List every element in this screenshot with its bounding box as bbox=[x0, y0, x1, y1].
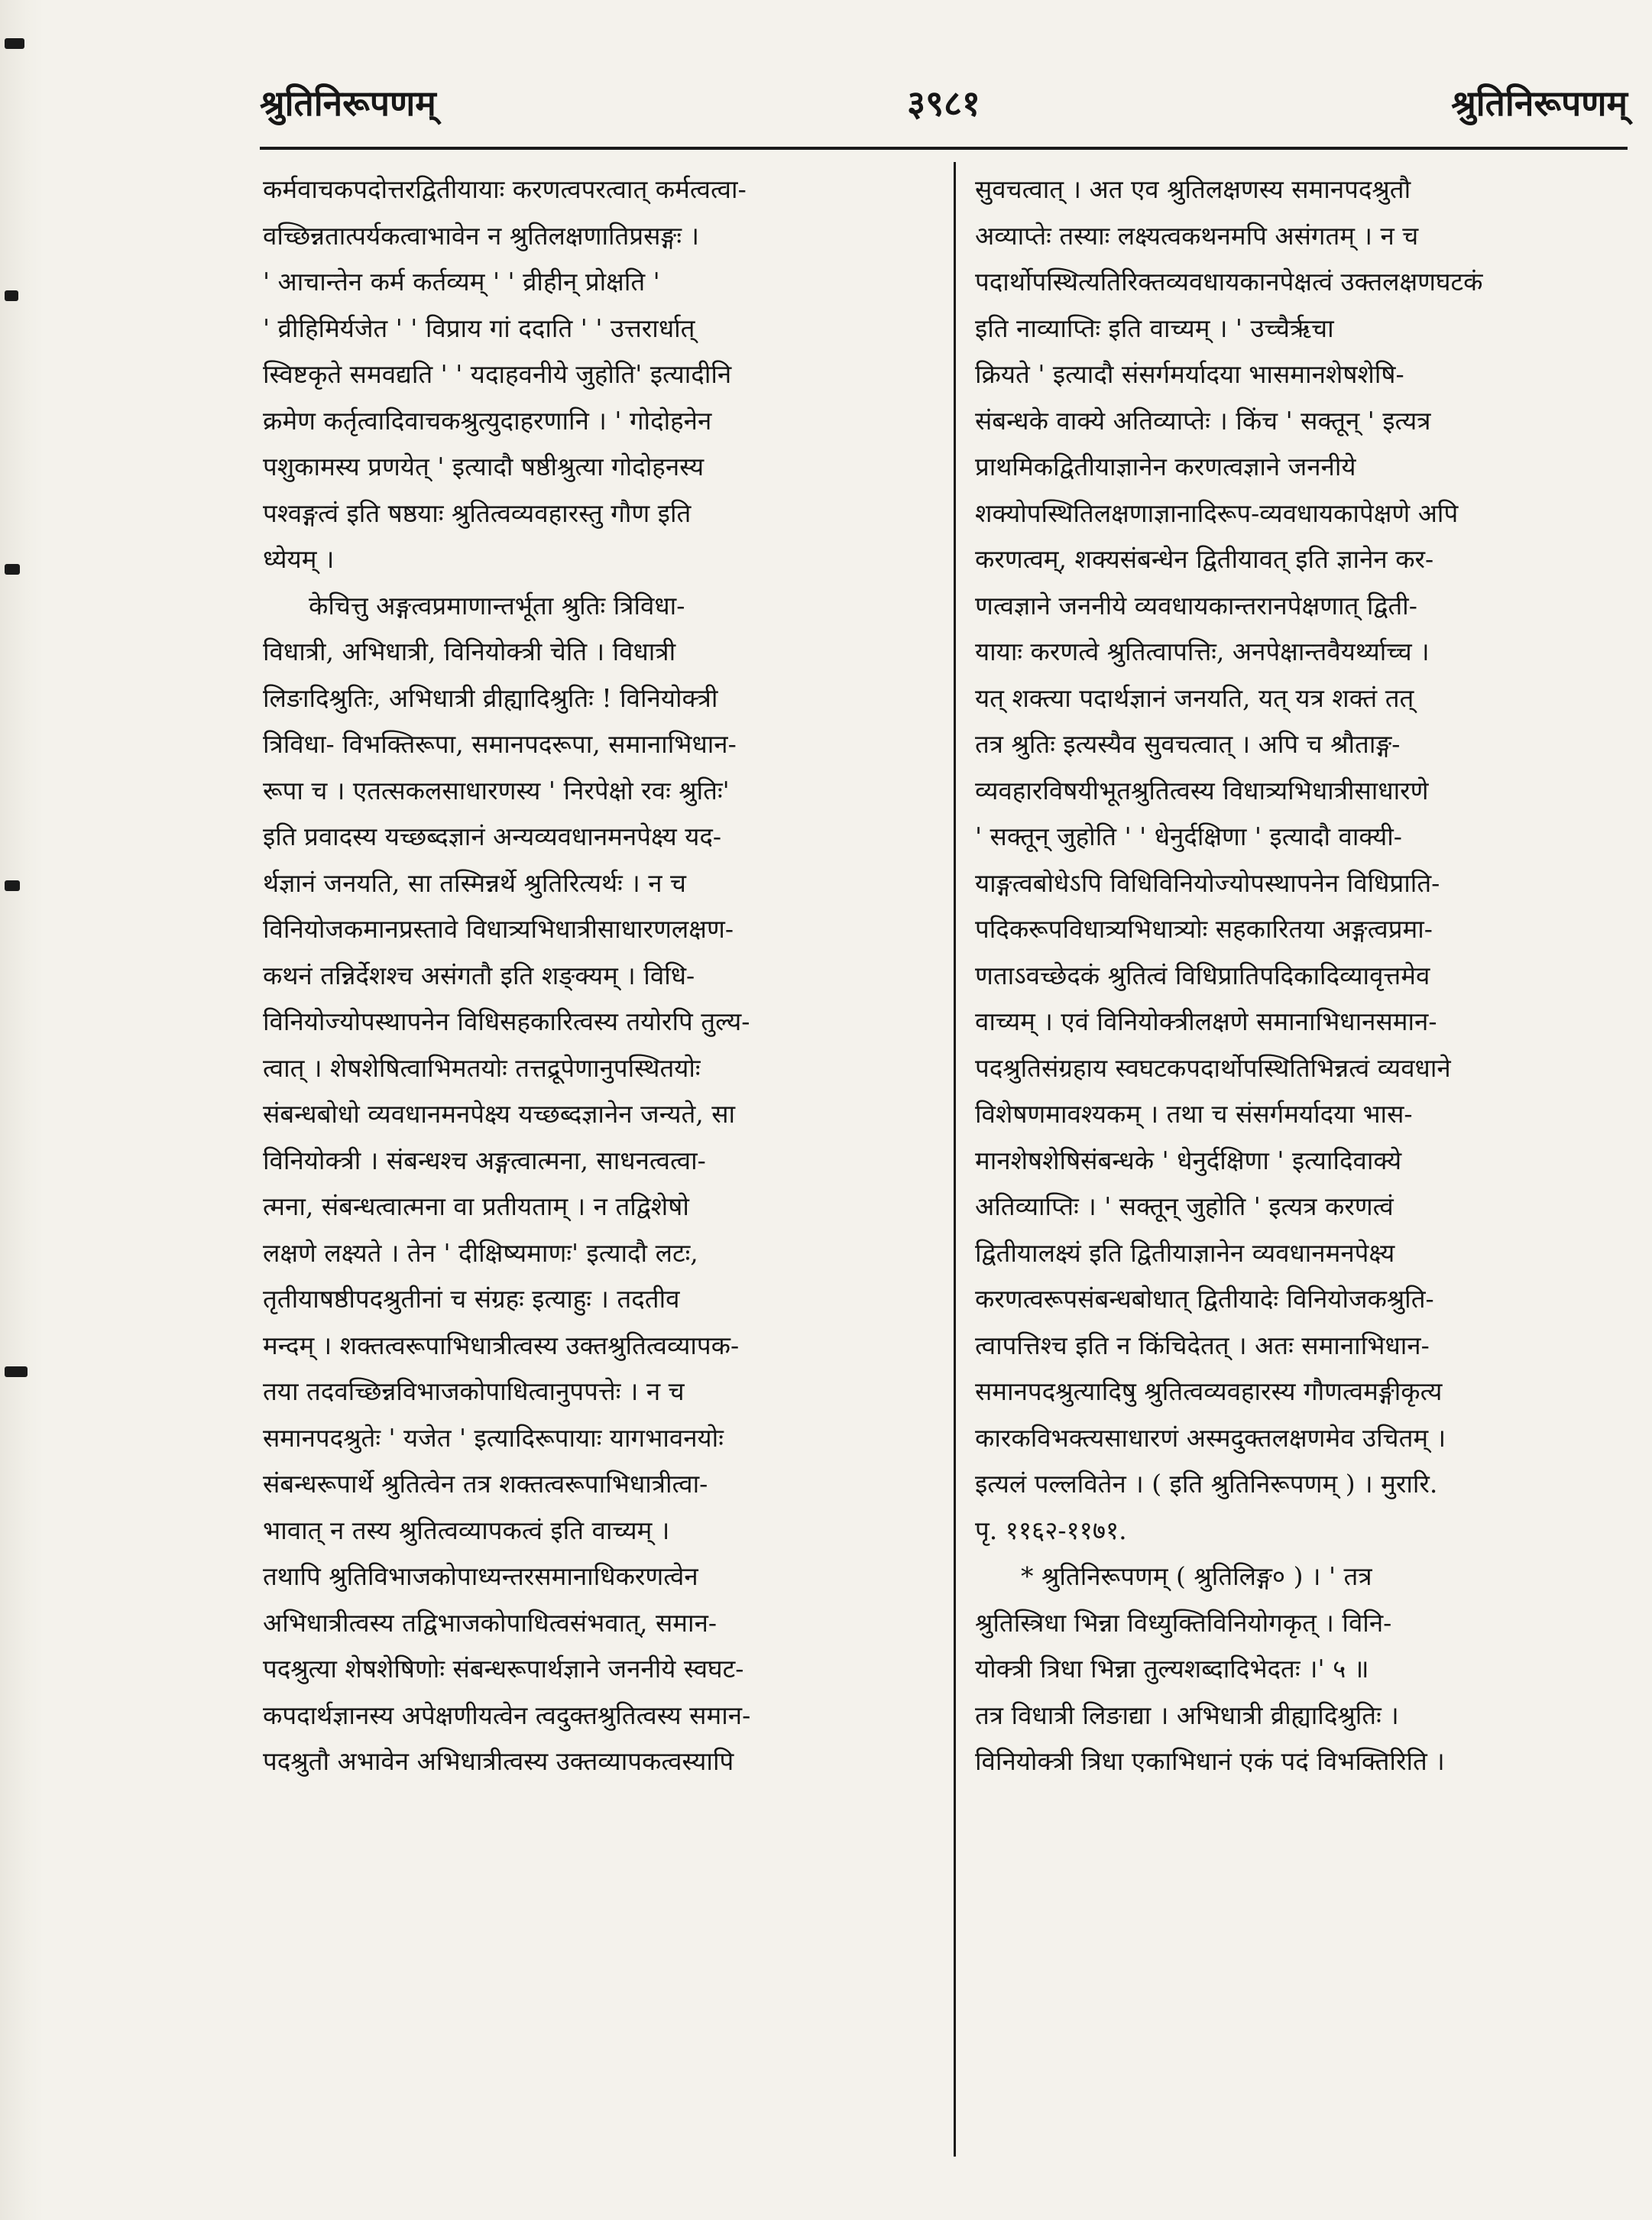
text-line: भावात् न तस्य श्रुतित्वव्यापकत्वं इति वाच्यम् । bbox=[263, 1515, 670, 1545]
text-line: त्रिविधा- विभक्तिरूपा, समानपदरूपा, समानाभिधान- bbox=[263, 729, 737, 759]
text-line: ध्येयम् । bbox=[263, 544, 335, 574]
text-line: ' सक्तून् जुहोति ' ' धेनुर्दक्षिणा ' इत्यादौ वाक्यी- bbox=[975, 822, 1402, 851]
header-rule bbox=[260, 147, 1628, 150]
text-line: र्थज्ञानं जनयति, सा तस्मिन्नर्थे श्रुतिरित्यर्थः । न च bbox=[263, 867, 687, 898]
text-line: प्राथमिकद्वितीयाज्ञानेन करणत्वज्ञाने जननीये bbox=[975, 452, 1356, 481]
text-line: ' आचान्तेन कर्म कर्तव्यम् ' ' व्रीहीन् प्रोक्षति ' bbox=[263, 267, 660, 297]
text-line: क्रियते ' इत्यादौ संसर्गमर्यादया भासमानशेषशेषि- bbox=[975, 359, 1404, 389]
text-line: वाच्यम् । एवं विनियोक्त्रीलक्षणे समानाभिधानसमान- bbox=[975, 1006, 1437, 1036]
text-line: पदश्रुत्या शेषशेषिणोः संबन्धरूपार्थज्ञाने जननीये स्वघट- bbox=[263, 1654, 744, 1684]
binding-mark bbox=[5, 880, 20, 891]
text-line: क्रमेण कर्तृत्वादिवाचकश्रुत्युदाहरणानि । ' गोदोहनेन bbox=[263, 405, 712, 436]
text-line: इति प्रवादस्य यच्छब्दज्ञानं अन्यव्यवधानमनपेक्ष्य यद- bbox=[263, 822, 722, 851]
text-line: स्विष्टकृते समवद्यति ' ' यदाहवनीये जुहोति' इत्यादीनि bbox=[263, 359, 732, 389]
text-line: तथापि श्रुतिविभाजकोपाध्यन्तरसमानाधिकरणत्वेन bbox=[263, 1561, 698, 1591]
text-line: विशेषणमावश्यकम् । तथा च संसर्गमर्यादया भास- bbox=[975, 1099, 1413, 1129]
text-line: शक्योपस्थितिलक्षणाज्ञानादिरूप-व्यवधायकापेक्षणे अपि bbox=[975, 497, 1459, 528]
text-line: योक्त्री त्रिधा भिन्ना तुल्यशब्दादिभेदतः ।' ५ ॥ bbox=[975, 1654, 1369, 1684]
text-line: केचित्तु अङ्गत्वप्रमाणान्तर्भूता श्रुतिः त्रिविधा- bbox=[309, 590, 685, 621]
text-line: यायाः करणत्वे श्रुतित्वापत्तिः, अनपेक्षान्तवैयर्थ्याच्च । bbox=[975, 637, 1430, 666]
text-line: पदश्रुतौ अभावेन अभिधात्रीत्वस्य उक्तव्यापकत्वस्यापि bbox=[263, 1746, 734, 1776]
text-line: वच्छिन्नतात्पर्यकत्वाभावेन न श्रुतिलक्षणातिप्रसङ्गः । bbox=[263, 220, 699, 251]
text-line: णत्वज्ञाने जननीये व्यवधायकान्तरानपेक्षणात् द्विती- bbox=[975, 590, 1417, 621]
left-column bbox=[263, 167, 934, 1785]
text-line: इत्यलं पल्लवितेन । ( इति श्रुतिनिरूपणम् ) । मुरारि. bbox=[975, 1469, 1438, 1499]
text-line: कर्मवाचकपदोत्तरद्वितीयायाः करणत्वपरत्वात् कर्मत्वत्वा- bbox=[263, 174, 747, 204]
text-line: कथनं तन्निर्देशश्च असंगतौ इति शङ्क्यम् । विधि- bbox=[263, 960, 695, 990]
text-line: तत्र विधात्री लिङाद्या । अभिधात्री व्रीह्यादिश्रुतिः । bbox=[975, 1700, 1399, 1730]
header-title-right: श्रुतिनिरूपणम् bbox=[1451, 83, 1628, 124]
text-line: विनियोक्त्री त्रिधा एकाभिधानं एकं पदं विभक्तिरिति । bbox=[975, 1746, 1445, 1776]
text-line: द्वितीयालक्ष्यं इति द्वितीयाज्ञानेन व्यवधानमनपेक्ष्य bbox=[975, 1237, 1395, 1268]
text-line: सुवचत्वात् । अत एव श्रुतिलक्षणस्य समानपदश्रुतौ bbox=[975, 174, 1411, 204]
text-line: रूपा च । एतत्सकलसाधारणस्य ' निरपेक्षो रवः श्रुतिः' bbox=[263, 775, 730, 805]
text-line: अभिधात्रीत्वस्य तद्विभाजकोपाधित्वसंभवात्, समान- bbox=[263, 1607, 717, 1638]
page-header bbox=[260, 76, 1628, 138]
page-number: ३९८१ bbox=[907, 83, 980, 124]
text-line: त्मना, संबन्धत्वात्मना वा प्रतीयताम् । न तद्विशेषो bbox=[263, 1191, 689, 1221]
text-line: पशुकामस्य प्रणयेत् ' इत्यादौ षष्ठीश्रुत्या गोदोहनस्य bbox=[263, 452, 705, 481]
text-line: * श्रुतिनिरूपणम् ( श्रुतिलिङ्ग० ) । ' तत्र bbox=[1021, 1561, 1372, 1591]
text-line: अव्याप्तेः तस्याः लक्ष्यत्वकथनमपि असंगतम् । न च bbox=[975, 220, 1419, 251]
text-line: कपदार्थज्ञानस्य अपेक्षणीयत्वेन त्वदुक्तश्रुतित्वस्य समान- bbox=[263, 1700, 751, 1730]
page-binding-edge bbox=[0, 0, 44, 2220]
text-line: विनियोजकमानप्रस्तावे विधात्र्यभिधात्रीसाधारणलक्षण- bbox=[263, 914, 734, 944]
binding-mark bbox=[5, 564, 20, 575]
binding-mark bbox=[5, 290, 18, 301]
text-line: पदश्रुतिसंग्रहाय स्वघटकपदार्थोपस्थितिभिन्नत्वं व्यवधाने bbox=[975, 1052, 1451, 1083]
text-line: यत् शक्त्या पदार्थज्ञानं जनयति, यत् यत्र शक्तं तत् bbox=[975, 682, 1414, 713]
binding-mark bbox=[5, 1366, 28, 1377]
text-line: श्रुतिस्त्रिधा भिन्ना विध्युक्तिविनियोगकृत् । विनि- bbox=[975, 1607, 1392, 1638]
text-line: पश्वङ्गत्वं इति षष्ठयाः श्रुतित्वव्यवहारस्तु गौण इति bbox=[263, 497, 692, 528]
text-line: मानशेषशेषिसंबन्धके ' धेनुर्दक्षिणा ' इत्यादिवाक्ये bbox=[975, 1145, 1402, 1175]
text-line: विनियोक्त्री । संबन्धश्च अङ्गत्वात्मना, साधनत्वत्वा- bbox=[263, 1145, 706, 1175]
text-line: याङ्गत्वबोधेऽपि विधिविनियोज्योपस्थापनेन विधिप्राति- bbox=[975, 867, 1440, 898]
text-line: त्वापत्तिश्च इति न किंचिदेतत् । अतः समानाभिधान- bbox=[975, 1330, 1430, 1360]
binding-mark bbox=[5, 38, 24, 49]
text-line: पृ. ११६२-११७१. bbox=[975, 1515, 1127, 1545]
text-line: पदार्थोपस्थित्यतिरिक्तव्यवधायकानपेक्षत्वं उक्तलक्षणघटकं bbox=[975, 267, 1483, 297]
text-line: करणत्वम्, शक्यसंबन्धेन द्वितीयावत् इति ज्ञानेन कर- bbox=[975, 544, 1434, 574]
text-line: लक्षणे लक्ष्यते । तेन ' दीक्षिष्यमाणः' इत्यादौ लटः, bbox=[263, 1237, 698, 1268]
text-line: कारकविभक्त्यसाधारणं अस्मदुक्तलक्षणमेव उचितम् । bbox=[975, 1422, 1446, 1453]
text-line: समानपदश्रुत्यादिषु श्रुतित्वव्यवहारस्य गौणत्वमङ्गीकृत्य bbox=[975, 1376, 1443, 1406]
text-line: संबन्धके वाक्ये अतिव्याप्तेः । किंच ' सक्तून् ' इत्यत्र bbox=[975, 405, 1431, 436]
text-line: संबन्धबोधो व्यवधानमनपेक्ष्य यच्छब्दज्ञानेन जन्यते, सा bbox=[263, 1099, 736, 1129]
text-line: णताऽवच्छेदकं श्रुतित्वं विधिप्रातिपदिकादिव्यावृत्तमेव bbox=[975, 960, 1430, 990]
text-line: इति नाव्याप्तिः इति वाच्यम् । ' उच्चैर्ऋचा bbox=[975, 313, 1334, 343]
text-line: विधात्री, अभिधात्री, विनियोक्त्री चेति । विधात्री bbox=[263, 637, 676, 666]
column-divider bbox=[954, 162, 956, 2157]
text-line: विनियोज्योपस्थापनेन विधिसहकारित्वस्य तयोरपि तुल्य- bbox=[263, 1006, 750, 1036]
text-line: मन्दम् । शक्तत्वरूपाभिधात्रीत्वस्य उक्तश्रुतित्वव्यापक- bbox=[263, 1330, 740, 1360]
text-line: व्यवहारविषयीभूतश्रुतित्वस्य विधात्र्यभिधात्रीसाधारणे bbox=[975, 775, 1429, 805]
text-line: त्वात् । शेषशेषित्वाभिमतयोः तत्तद्रूपेणानुपस्थितयोः bbox=[263, 1052, 701, 1083]
text-line: अतिव्याप्तिः । ' सक्तून् जुहोति ' इत्यत्र करणत्वं bbox=[975, 1191, 1394, 1221]
header-title-left: श्रुतिनिरूपणम् bbox=[260, 83, 436, 124]
text-line: समानपदश्रुतेः ' यजेत ' इत्यादिरूपायाः यागभावनयोः bbox=[263, 1422, 724, 1453]
text-line: तत्र श्रुतिः इत्यस्यैव सुवचत्वात् । अपि च श्रौताङ्ग- bbox=[975, 729, 1401, 759]
text-line: ' व्रीहिमिर्यजेत ' ' विप्राय गां ददाति ' ' उत्तरार्धात् bbox=[263, 313, 695, 343]
text-line: लिङादिश्रुतिः, अभिधात्री व्रीह्यादिश्रुतिः ! विनियोक्त्री bbox=[263, 682, 718, 713]
text-line: तृतीयाषष्ठीपदश्रुतीनां च संग्रहः इत्याहुः । तदतीव bbox=[263, 1284, 680, 1314]
text-line: तया तदवच्छिन्नविभाजकोपाधित्वानुपपत्तेः । न च bbox=[263, 1376, 685, 1406]
right-column bbox=[975, 167, 1629, 1785]
text-line: पदिकरूपविधात्र्यभिधात्र्योः सहकारितया अङ्गत्वप्रमा- bbox=[975, 914, 1433, 944]
text-line: करणत्वरूपसंबन्धबोधात् द्वितीयादेः विनियोजकश्रुति- bbox=[975, 1284, 1434, 1314]
text-line: संबन्धरूपार्थे श्रुतित्वेन तत्र शक्तत्वरूपाभिधात्रीत्वा- bbox=[263, 1469, 708, 1499]
